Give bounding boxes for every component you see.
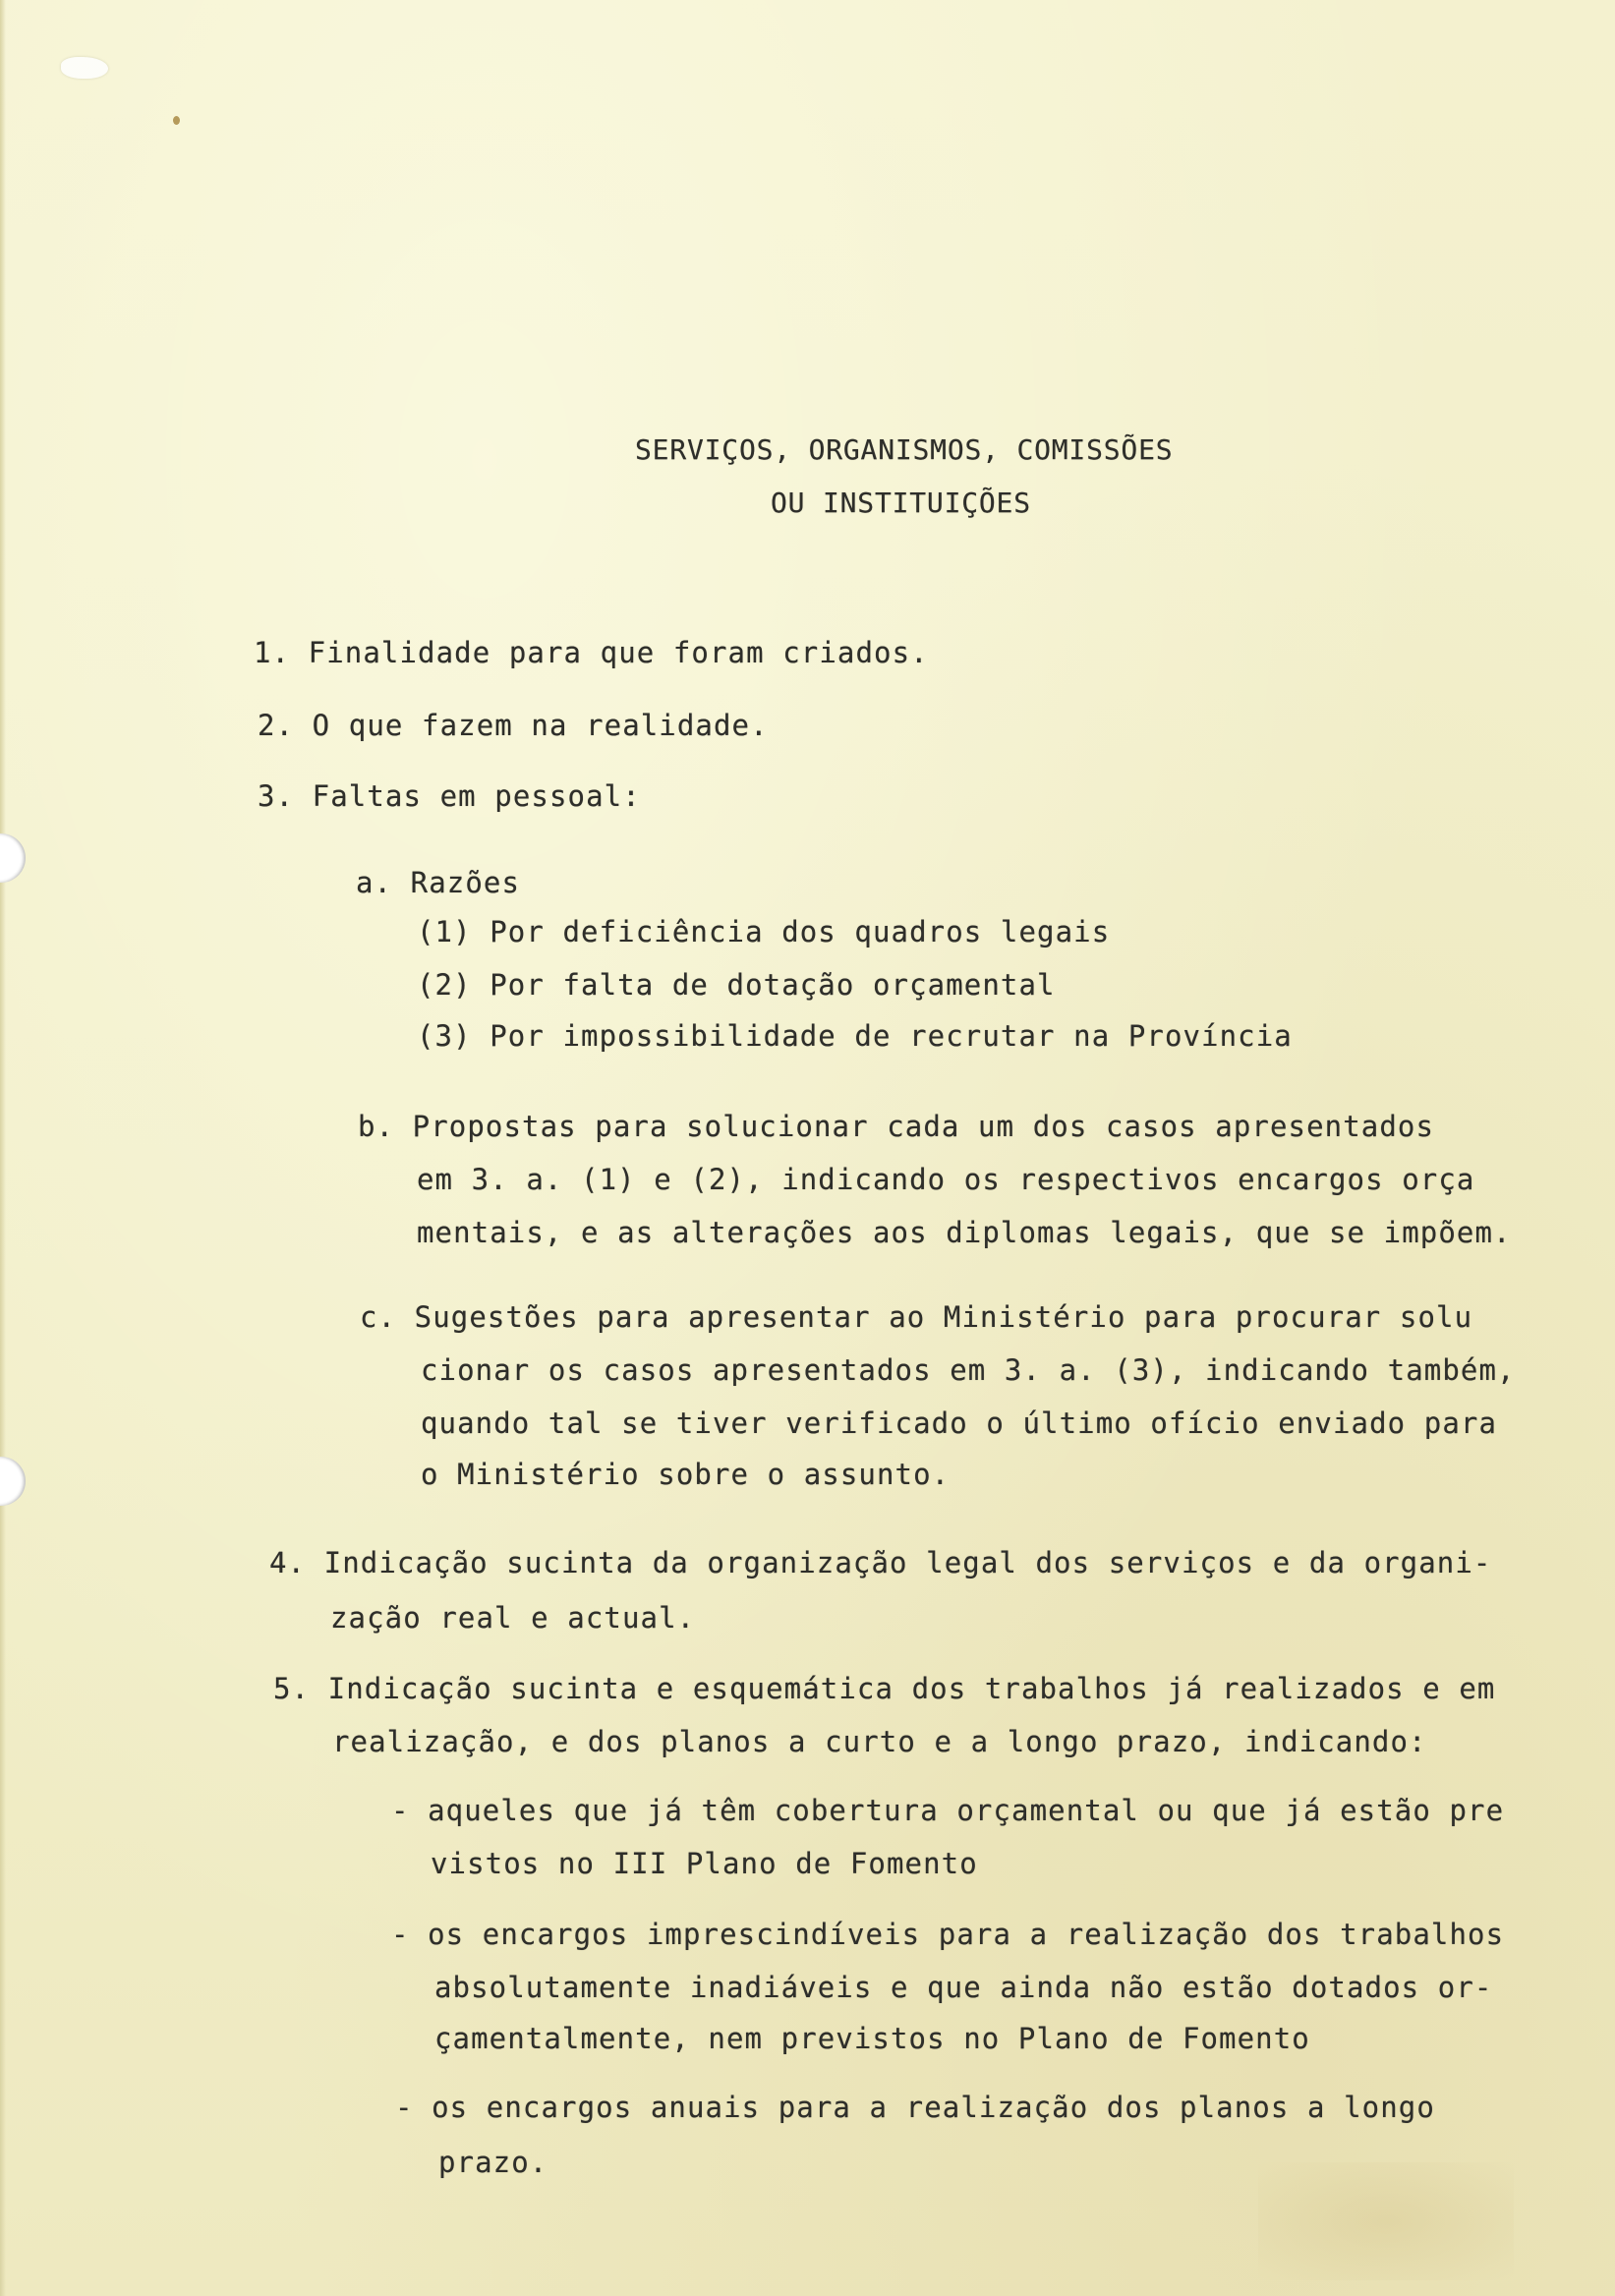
- item-4-line2: zação real e actual.: [330, 1601, 696, 1635]
- punch-hole-lower: [0, 1457, 26, 1506]
- item-3b-line1: b. Propostas para solucionar cada um dos casos apresentados: [358, 1110, 1435, 1143]
- item-3a-reason-3: (3) Por impossibilidade de recrutar na Província: [417, 1019, 1293, 1053]
- document-title-line2: OU INSTITUIÇÕES: [771, 487, 1031, 519]
- item-5-bullet3-line1: - os encargos anuais para a realização dos planos a longo: [395, 2091, 1435, 2124]
- item-4-line1: 4. Indicação sucinta da organização legal dos serviços e da organi-: [269, 1546, 1492, 1579]
- item-3a-heading: a. Razões: [356, 866, 521, 899]
- item-5-line2: realização, e dos planos a curto e a longo prazo, indicando:: [332, 1725, 1427, 1758]
- item-5-bullet1-line1: - aqueles que já têm cobertura orçamental ou que já estão pre: [391, 1794, 1505, 1827]
- item-3c-line2: cionar os casos apresentados em 3. a. (3), indicando também,: [421, 1353, 1516, 1387]
- item-3b-line2: em 3. a. (1) e (2), indicando os respectivos encargos orça: [417, 1163, 1475, 1196]
- item-2: 2. O que fazem na realidade.: [258, 709, 769, 742]
- item-3c-line1: c. Sugestões para apresentar ao Ministério para procurar solu: [360, 1300, 1473, 1334]
- punch-hole-upper: [0, 833, 26, 883]
- document-title-line1: SERVIÇOS, ORGANISMOS, COMISSÕES: [635, 433, 1174, 466]
- item-5-bullet2-line1: - os encargos imprescindíveis para a realização dos trabalhos: [391, 1918, 1505, 1951]
- item-3a-reason-2: (2) Por falta de dotação orçamental: [417, 968, 1056, 1002]
- item-1: 1. Finalidade para que foram criados.: [254, 636, 929, 669]
- item-3c-line3: quando tal se tiver verificado o último ofício enviado para: [421, 1406, 1498, 1440]
- torn-corner: [61, 57, 108, 79]
- item-5-bullet2-line2: absolutamente inadiáveis e que ainda não estão dotados or-: [434, 1971, 1493, 2004]
- item-3c-line4: o Ministério sobre o assunto.: [421, 1458, 951, 1491]
- item-3b-line3: mentais, e as alterações aos diplomas legais, que se impõem.: [417, 1216, 1512, 1249]
- item-5-bullet1-line2: vistos no III Plano de Fomento: [431, 1847, 978, 1880]
- item-5-line1: 5. Indicação sucinta e esquemática dos trabalhos já realizados e em: [273, 1672, 1496, 1705]
- item-3: 3. Faltas em pessoal:: [258, 779, 641, 813]
- item-3a-reason-1: (1) Por deficiência dos quadros legais: [417, 915, 1111, 948]
- paper-speck: [173, 116, 180, 125]
- item-5-bullet2-line3: çamentalmente, nem previstos no Plano de Fomento: [434, 2022, 1310, 2055]
- paper-stain: [1258, 2162, 1514, 2280]
- item-5-bullet3-line2: prazo.: [438, 2146, 548, 2179]
- paper-edge: [0, 0, 6, 2296]
